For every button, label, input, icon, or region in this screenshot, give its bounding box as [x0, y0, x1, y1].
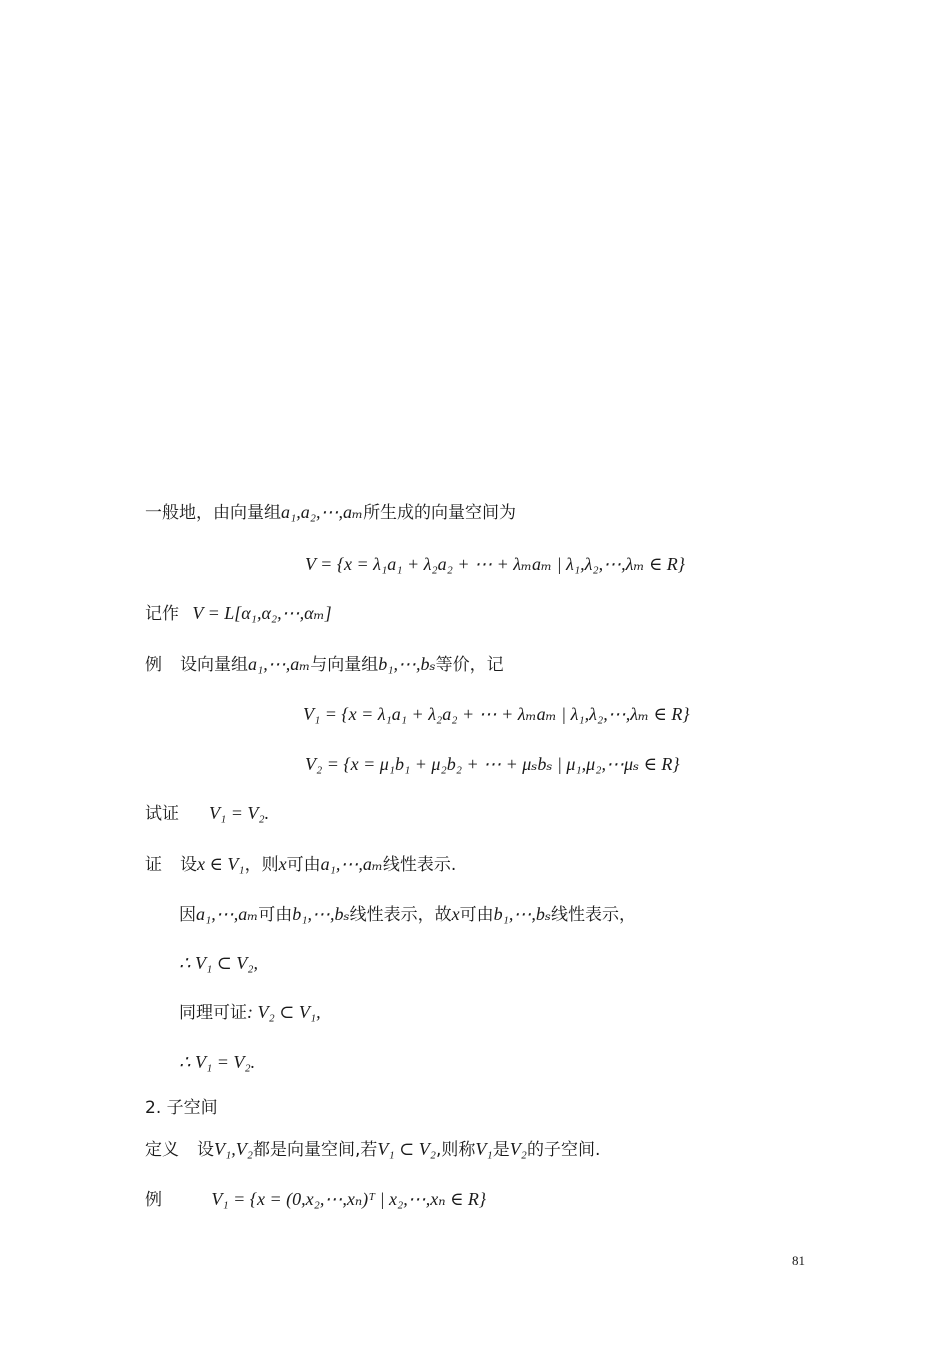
page-number: 81 — [792, 1253, 805, 1268]
def-text-2: 都是向量空间,若 — [253, 1140, 378, 1160]
because-line — [179, 905, 636, 924]
example-text-3: 等价，记 — [435, 655, 504, 675]
section-heading: 2. 子空间 — [145, 1098, 218, 1118]
def-math-4: V₂ — [509, 1139, 527, 1159]
similarly-line — [179, 1003, 321, 1022]
example2-math: V₁ = {x = (0,x₂,⋯,xₙ)ᵀ | x₂,⋯,xₙ ∈ R} — [211, 1189, 487, 1209]
therefore-subset: ∴ V₁ ⊂ V₂, — [179, 953, 259, 973]
proof-text-3: 可由 — [286, 855, 321, 875]
definition-label: 定义 — [145, 1140, 179, 1160]
example-line — [145, 655, 504, 674]
def-math-3: V₁ — [475, 1139, 493, 1159]
similarly-math: : V₂ ⊂ V₁, — [247, 1002, 321, 1022]
intro-line — [145, 503, 516, 522]
notation-line — [145, 604, 332, 623]
similarly-text: 同理可证 — [179, 1003, 247, 1023]
definition-line — [145, 1140, 600, 1159]
therefore-equal: ∴ V₁ = V₂. — [179, 1052, 256, 1072]
def-text-1: 设 — [197, 1140, 214, 1160]
example-vectors-b: b₁,⋯,bₛ — [378, 654, 436, 674]
proof-text-4: 线性表示. — [382, 855, 457, 875]
equation-V1: V₁ = {x = λ₁a₁ + λ₂a₂ + ⋯ + λₘaₘ | λ₁,λ₂,⋯,λₘ ∈ R} — [303, 704, 690, 724]
proof-math-2: x — [278, 854, 287, 874]
example-text-2: 与向量组 — [310, 655, 379, 675]
intro-vectors: a₁,a₂,⋯,aₘ — [281, 502, 364, 522]
because-text-5: 线性表示， — [550, 905, 636, 925]
equation-V2: V₂ = {x = μ₁b₁ + μ₂b₂ + ⋯ + μₛbₛ | μ₁,μ₂,⋯μₛ ∈ R} — [305, 754, 680, 774]
prove-math: V₁ = V₂. — [209, 803, 270, 823]
example2-line — [145, 1190, 486, 1209]
def-math-2: V₁ ⊂ V₂ — [377, 1139, 437, 1159]
because-math-4: b₁,⋯,bₛ — [493, 904, 551, 924]
because-text-2: 可由 — [258, 905, 293, 925]
prove-label: 试证 — [145, 804, 179, 824]
def-text-5: 的子空间. — [526, 1140, 601, 1160]
because-math-2: b₁,⋯,bₛ — [292, 904, 350, 924]
notation-label: 记作 — [145, 604, 179, 624]
intro-text: 一般地，由向量组 — [145, 503, 281, 523]
proof-text-2: ，则 — [244, 855, 279, 875]
example-text: 设向量组 — [180, 655, 248, 675]
equation-V: V = {x = λ₁a₁ + λ₂a₂ + ⋯ + λₘaₘ | λ₁,λ₂,⋯,λₘ ∈ R} — [305, 554, 685, 574]
intro-text-end: 所生成的向量空间为 — [363, 503, 517, 523]
def-math-1: V₁,V₂ — [214, 1139, 254, 1159]
because-math-1: a₁,⋯,aₘ — [196, 904, 259, 924]
because-text-3: 线性表示，故 — [349, 905, 452, 925]
example2-label: 例 — [145, 1190, 162, 1210]
because-text-1: 因 — [179, 905, 196, 925]
proof-text: 设 — [180, 855, 197, 875]
example-vectors-a: a₁,⋯,aₘ — [248, 654, 311, 674]
because-text-4: 可由 — [459, 905, 494, 925]
proof-math-3: a₁,⋯,aₘ — [320, 854, 383, 874]
notation-math: V = L[α₁,α₂,⋯,αₘ] — [192, 603, 332, 623]
def-text-4: 是 — [492, 1140, 510, 1160]
example-label: 例 — [145, 655, 162, 675]
proof-label: 证 — [145, 855, 162, 875]
proof-math-1: x ∈ V₁ — [197, 854, 245, 874]
because-math-3: x — [451, 904, 460, 924]
def-text-3: ,则称 — [436, 1140, 476, 1160]
proof-line — [145, 855, 456, 874]
prove-line — [145, 804, 269, 823]
